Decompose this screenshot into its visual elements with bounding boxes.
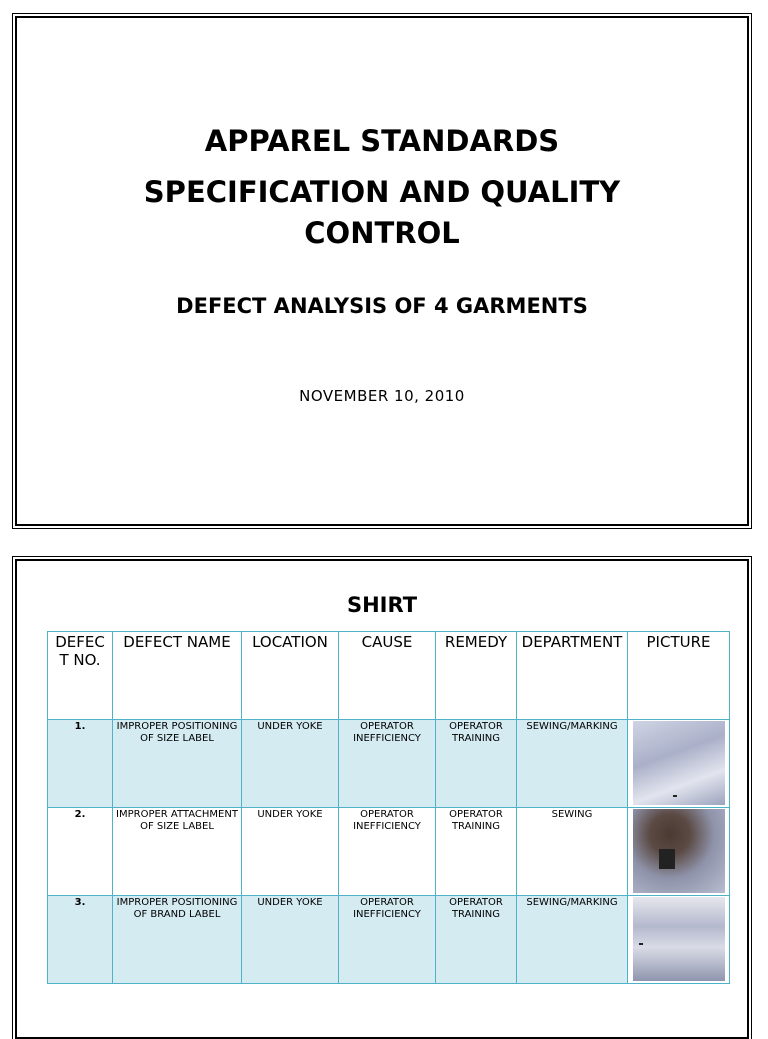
garment-photo: [633, 721, 725, 805]
title-slide: [15, 16, 749, 526]
shirt-slide: [15, 559, 749, 1039]
table-row: [48, 808, 730, 896]
header-picture: PICTURE: [628, 632, 730, 720]
defect-name: IMPROPER ATTACHMENT OF SIZE LABEL: [113, 808, 242, 896]
defect-remedy: OPERATOR TRAINING: [436, 808, 517, 896]
defect-picture: [628, 808, 730, 896]
header-defect-name: DEFECT NAME: [113, 632, 242, 720]
defect-name: IMPROPER POSITIONING OF BRAND LABEL: [113, 896, 242, 984]
subtitle: DEFECT ANALYSIS OF 4 GARMENTS: [176, 294, 588, 318]
table-row: [48, 720, 730, 808]
defect-number: 3.: [48, 896, 113, 984]
table-row: [48, 896, 730, 984]
garment-photo: [633, 809, 725, 893]
garment-photo: [633, 897, 725, 981]
defect-department: SEWING/MARKING: [517, 896, 628, 984]
header-defect-no: DEFECT NO.: [48, 632, 113, 720]
title-line-1: APPAREL STANDARDS: [204, 124, 560, 158]
title-line-2: SPECIFICATION AND QUALITY CONTROL: [143, 175, 621, 250]
defect-number: 2.: [48, 808, 113, 896]
defect-cause: OPERATOR INEFFICIENCY: [339, 720, 436, 808]
defect-picture: [628, 896, 730, 984]
defect-department: SEWING: [517, 808, 628, 896]
defect-cause: OPERATOR INEFFICIENCY: [339, 808, 436, 896]
header-cause: CAUSE: [339, 632, 436, 720]
header-department: DEPARTMENT: [517, 632, 628, 720]
slide-title: SHIRT: [346, 593, 418, 617]
defect-location: UNDER YOKE: [242, 896, 339, 984]
defect-picture: [628, 720, 730, 808]
defect-remedy: OPERATOR TRAINING: [436, 896, 517, 984]
table-header-row: [48, 632, 730, 720]
date: NOVEMBER 10, 2010: [299, 387, 465, 405]
header-location: LOCATION: [242, 632, 339, 720]
defect-remedy: OPERATOR TRAINING: [436, 720, 517, 808]
defect-location: UNDER YOKE: [242, 808, 339, 896]
defect-location: UNDER YOKE: [242, 720, 339, 808]
defect-name: IMPROPER POSITIONING OF SIZE LABEL: [113, 720, 242, 808]
defect-table: [47, 631, 730, 984]
header-remedy: REMEDY: [436, 632, 517, 720]
defect-department: SEWING/MARKING: [517, 720, 628, 808]
defect-cause: OPERATOR INEFFICIENCY: [339, 896, 436, 984]
defect-number: 1.: [48, 720, 113, 808]
